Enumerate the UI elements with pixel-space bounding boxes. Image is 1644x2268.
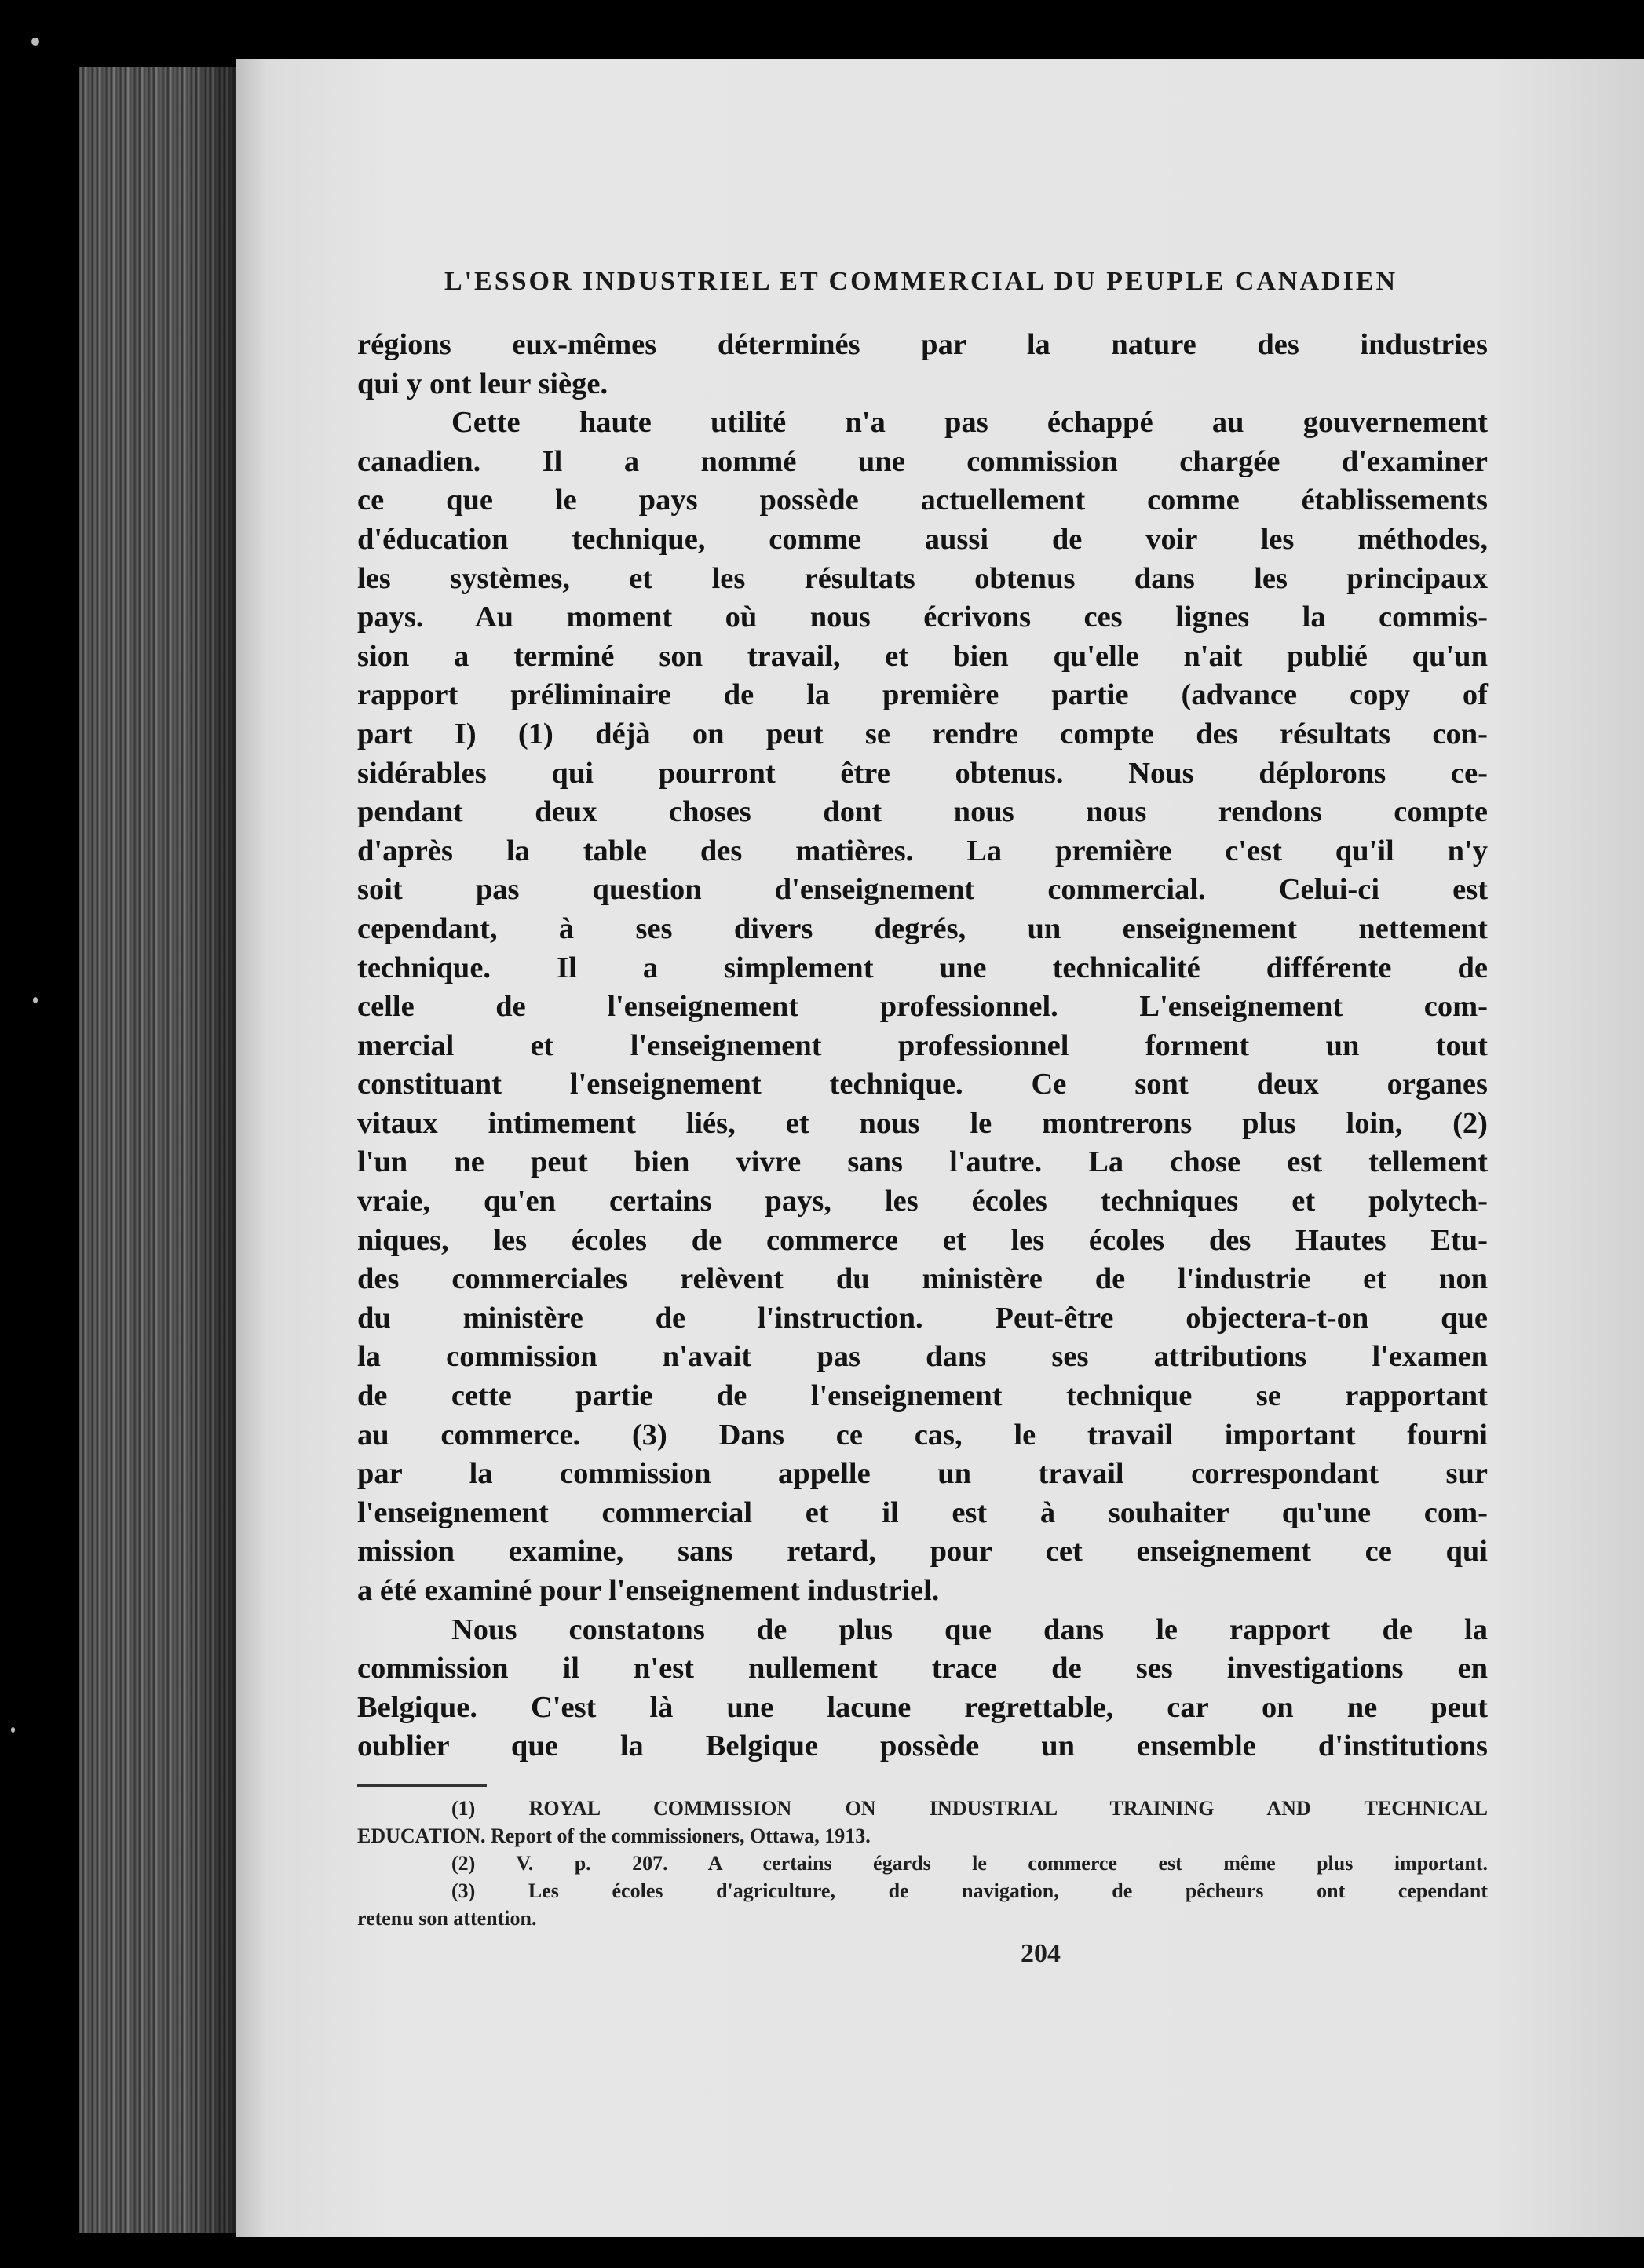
book-spine-shadow	[188, 67, 236, 2233]
footnote-divider	[357, 1784, 487, 1787]
text-line: sidérables qui pourront être obtenus. Nous déplorons ce-	[357, 756, 1488, 790]
scan-speck	[31, 38, 39, 46]
text-line: pendant deux choses dont nous nous rendons compte	[357, 795, 1488, 829]
text-line: rapport préliminaire de la première partie (advance copy of	[357, 678, 1488, 712]
footnote-line: (2) V. p. 207. A certains égards le commerce est même plus important.	[451, 1852, 1488, 1875]
running-head: L'ESSOR INDUSTRIEL ET COMMERCIAL DU PEUPLE CANADIEN	[444, 267, 1398, 296]
text-line: a été examiné pour l'enseignement industriel.	[357, 1574, 940, 1607]
text-line: qui y ont leur siège.	[357, 367, 608, 400]
scan-speck	[11, 1727, 15, 1733]
text-line: vitaux intimement liés, et nous le montrerons plus loin, (2)	[357, 1106, 1488, 1140]
text-line: du ministère de l'instruction. Peut-être objectera-t-on que	[357, 1301, 1488, 1335]
text-line: soit pas question d'enseignement commercial. Celui-ci est	[357, 873, 1488, 907]
footnote-line: EDUCATION. Report of the commissioners, Ottawa, 1913.	[357, 1824, 871, 1847]
text-line: d'après la table des matières. La première c'est qu'il n'y	[357, 834, 1488, 867]
text-line: mercial et l'enseignement professionnel forment un tout	[357, 1028, 1488, 1062]
text-line: au commerce. (3) Dans ce cas, le travail important fourni	[357, 1418, 1488, 1452]
text-line: l'un ne peut bien vivre sans l'autre. La chose est tellement	[357, 1145, 1488, 1179]
page-number: 204	[1021, 1939, 1061, 1968]
text-line: mission examine, sans retard, pour cet enseignement ce qui	[357, 1535, 1488, 1569]
text-line: régions eux-mêmes déterminés par la nature des industries	[357, 328, 1488, 361]
scan-speck	[33, 997, 38, 1003]
text-line: commission il n'est nullement trace de ses investigations en	[357, 1652, 1488, 1685]
text-line: sion a terminé son travail, et bien qu'elle n'ait publié qu'un	[357, 639, 1488, 673]
footnote-line: (3) Les écoles d'agriculture, de navigation, de pêcheurs ont cependant	[451, 1879, 1488, 1902]
text-line: des commerciales relèvent du ministère de l'industrie et non	[357, 1262, 1488, 1296]
body-text	[357, 326, 1488, 1766]
text-line: cependant, à ses divers degrés, un enseignement nettement	[357, 911, 1488, 945]
text-line: pays. Au moment où nous écrivons ces lignes la commis-	[357, 601, 1488, 634]
text-line: les systèmes, et les résultats obtenus dans les principaux	[357, 561, 1488, 595]
text-line: Nous constatons de plus que dans le rapport de la	[451, 1612, 1488, 1646]
text-line: canadien. Il a nommé une commission chargée d'examiner	[357, 444, 1488, 478]
text-line: part I) (1) déjà on peut se rendre compte des résultats con-	[357, 717, 1488, 751]
text-line: Cette haute utilité n'a pas échappé au gouvernement	[451, 406, 1488, 440]
footnote-line: retenu son attention.	[357, 1907, 537, 1930]
text-line: oublier que la Belgique possède un ensemble d'institutions	[357, 1729, 1488, 1763]
footnotes	[357, 1795, 1488, 1932]
text-line: celle de l'enseignement professionnel. L'enseignement com-	[357, 990, 1488, 1024]
footnote-line: (1) ROYAL COMMISSION ON INDUSTRIAL TRAINING AND TECHNICAL	[451, 1797, 1488, 1820]
text-line: constituant l'enseignement technique. Ce sont deux organes	[357, 1068, 1488, 1101]
text-line: vraie, qu'en certains pays, les écoles techniques et polytech-	[357, 1185, 1488, 1218]
text-line: la commission n'avait pas dans ses attributions l'examen	[357, 1340, 1488, 1374]
text-line: par la commission appelle un travail correspondant sur	[357, 1457, 1488, 1491]
text-line: l'enseignement commercial et il est à souhaiter qu'une com-	[357, 1496, 1488, 1529]
text-line: niques, les écoles de commerce et les écoles des Hautes Etu-	[357, 1223, 1488, 1257]
text-line: d'éducation technique, comme aussi de voir les méthodes,	[357, 522, 1488, 556]
text-line: Belgique. C'est là une lacune regrettable, car on ne peut	[357, 1690, 1488, 1724]
text-line: ce que le pays possède actuellement comme établissements	[357, 484, 1488, 517]
text-line: technique. Il a simplement une technicalité différente de	[357, 951, 1488, 984]
text-line: de cette partie de l'enseignement technique se rapportant	[357, 1379, 1488, 1413]
